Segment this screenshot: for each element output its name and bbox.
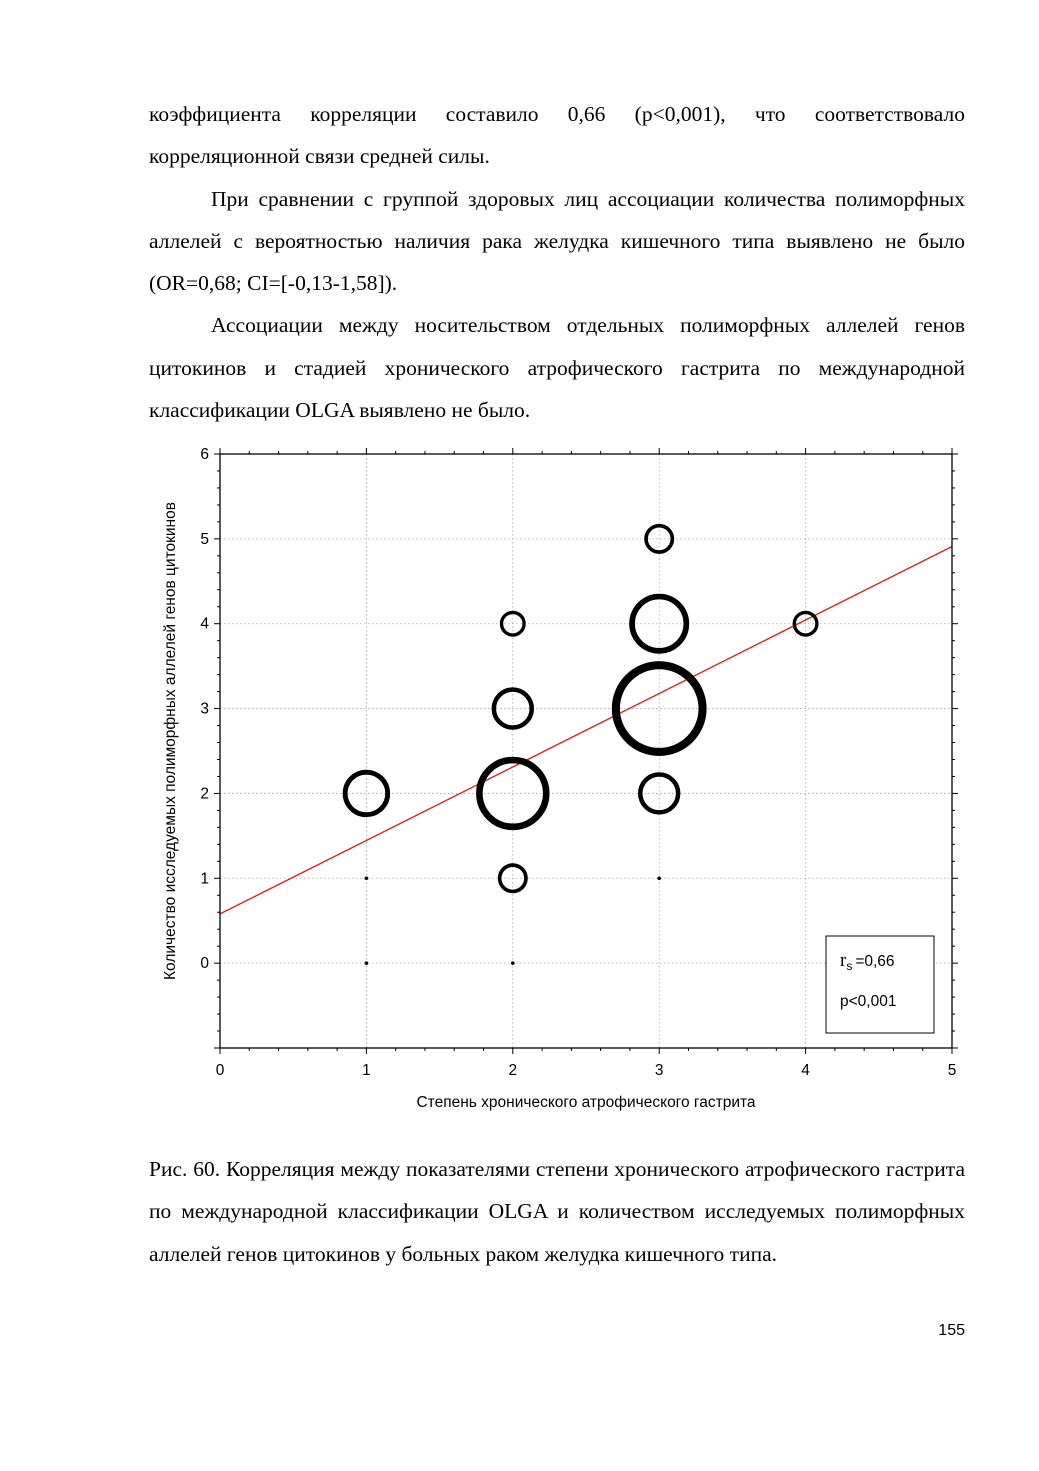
data-point [657,876,661,880]
x-tick-label: 1 [362,1062,371,1079]
paragraph-3: Ассоциации между носительством отдельных полиморфных аллелей генов цитокинов и стадией хронического атрофического гастрита по международной классификации OLGA выявлено не было. [149,313,965,423]
regression-line-group [220,546,952,913]
y-tick-label: 0 [200,955,209,973]
regression-line [220,546,952,913]
page-number: 155 [938,1322,965,1339]
stats-p-value: p<0,001 [840,993,897,1010]
data-point [511,961,515,965]
x-tick-label: 2 [508,1062,518,1079]
y-tick-label: 5 [200,530,209,548]
chart-points [345,526,817,965]
bubble-scatter-chart [150,440,980,1120]
paragraph-1: коэффициента корреляции составило 0,66 (р<0,001), что соответствовало корреляционной связи средней силы. [149,102,965,169]
y-tick-label: 4 [200,615,209,633]
x-tick-label: 5 [947,1062,957,1079]
x-axis-label: Степень хронического атрофического гастрита [416,1094,756,1111]
rs-value: =0,66 [855,953,895,970]
stats-box [826,936,934,1033]
rs-subscript: s [846,959,853,973]
y-tick-label: 3 [200,700,209,718]
body-text [149,93,965,431]
rs-symbol: r [840,950,847,971]
data-point [365,876,369,880]
x-tick-label: 4 [801,1062,810,1079]
figure-caption [149,1148,965,1275]
y-tick-label: 6 [200,446,209,463]
y-tick-label: 2 [200,785,209,803]
x-tick-label: 3 [654,1062,664,1079]
caption-text: Рис. 60. Корреляция между показателями степени хронического атрофического гастрита по международной классификации OLGA и количеством исследуемых полиморфных аллелей генов цитокинов у больных раком желудка кишечного типа. [149,1157,965,1266]
paragraph-2: При сравнении с группой здоровых лиц ассоциации количества полиморфных аллелей с вероятностью наличия рака желудка кишечного типа выявлено не было (OR=0,68; CI=[-0,13-1,58]). [149,186,965,296]
x-tick-label: 0 [215,1062,225,1079]
y-axis-label: Количество исследуемых полиморфных аллелей генов цитокинов [162,502,179,980]
data-point [365,961,369,965]
y-tick-label: 1 [200,870,209,888]
